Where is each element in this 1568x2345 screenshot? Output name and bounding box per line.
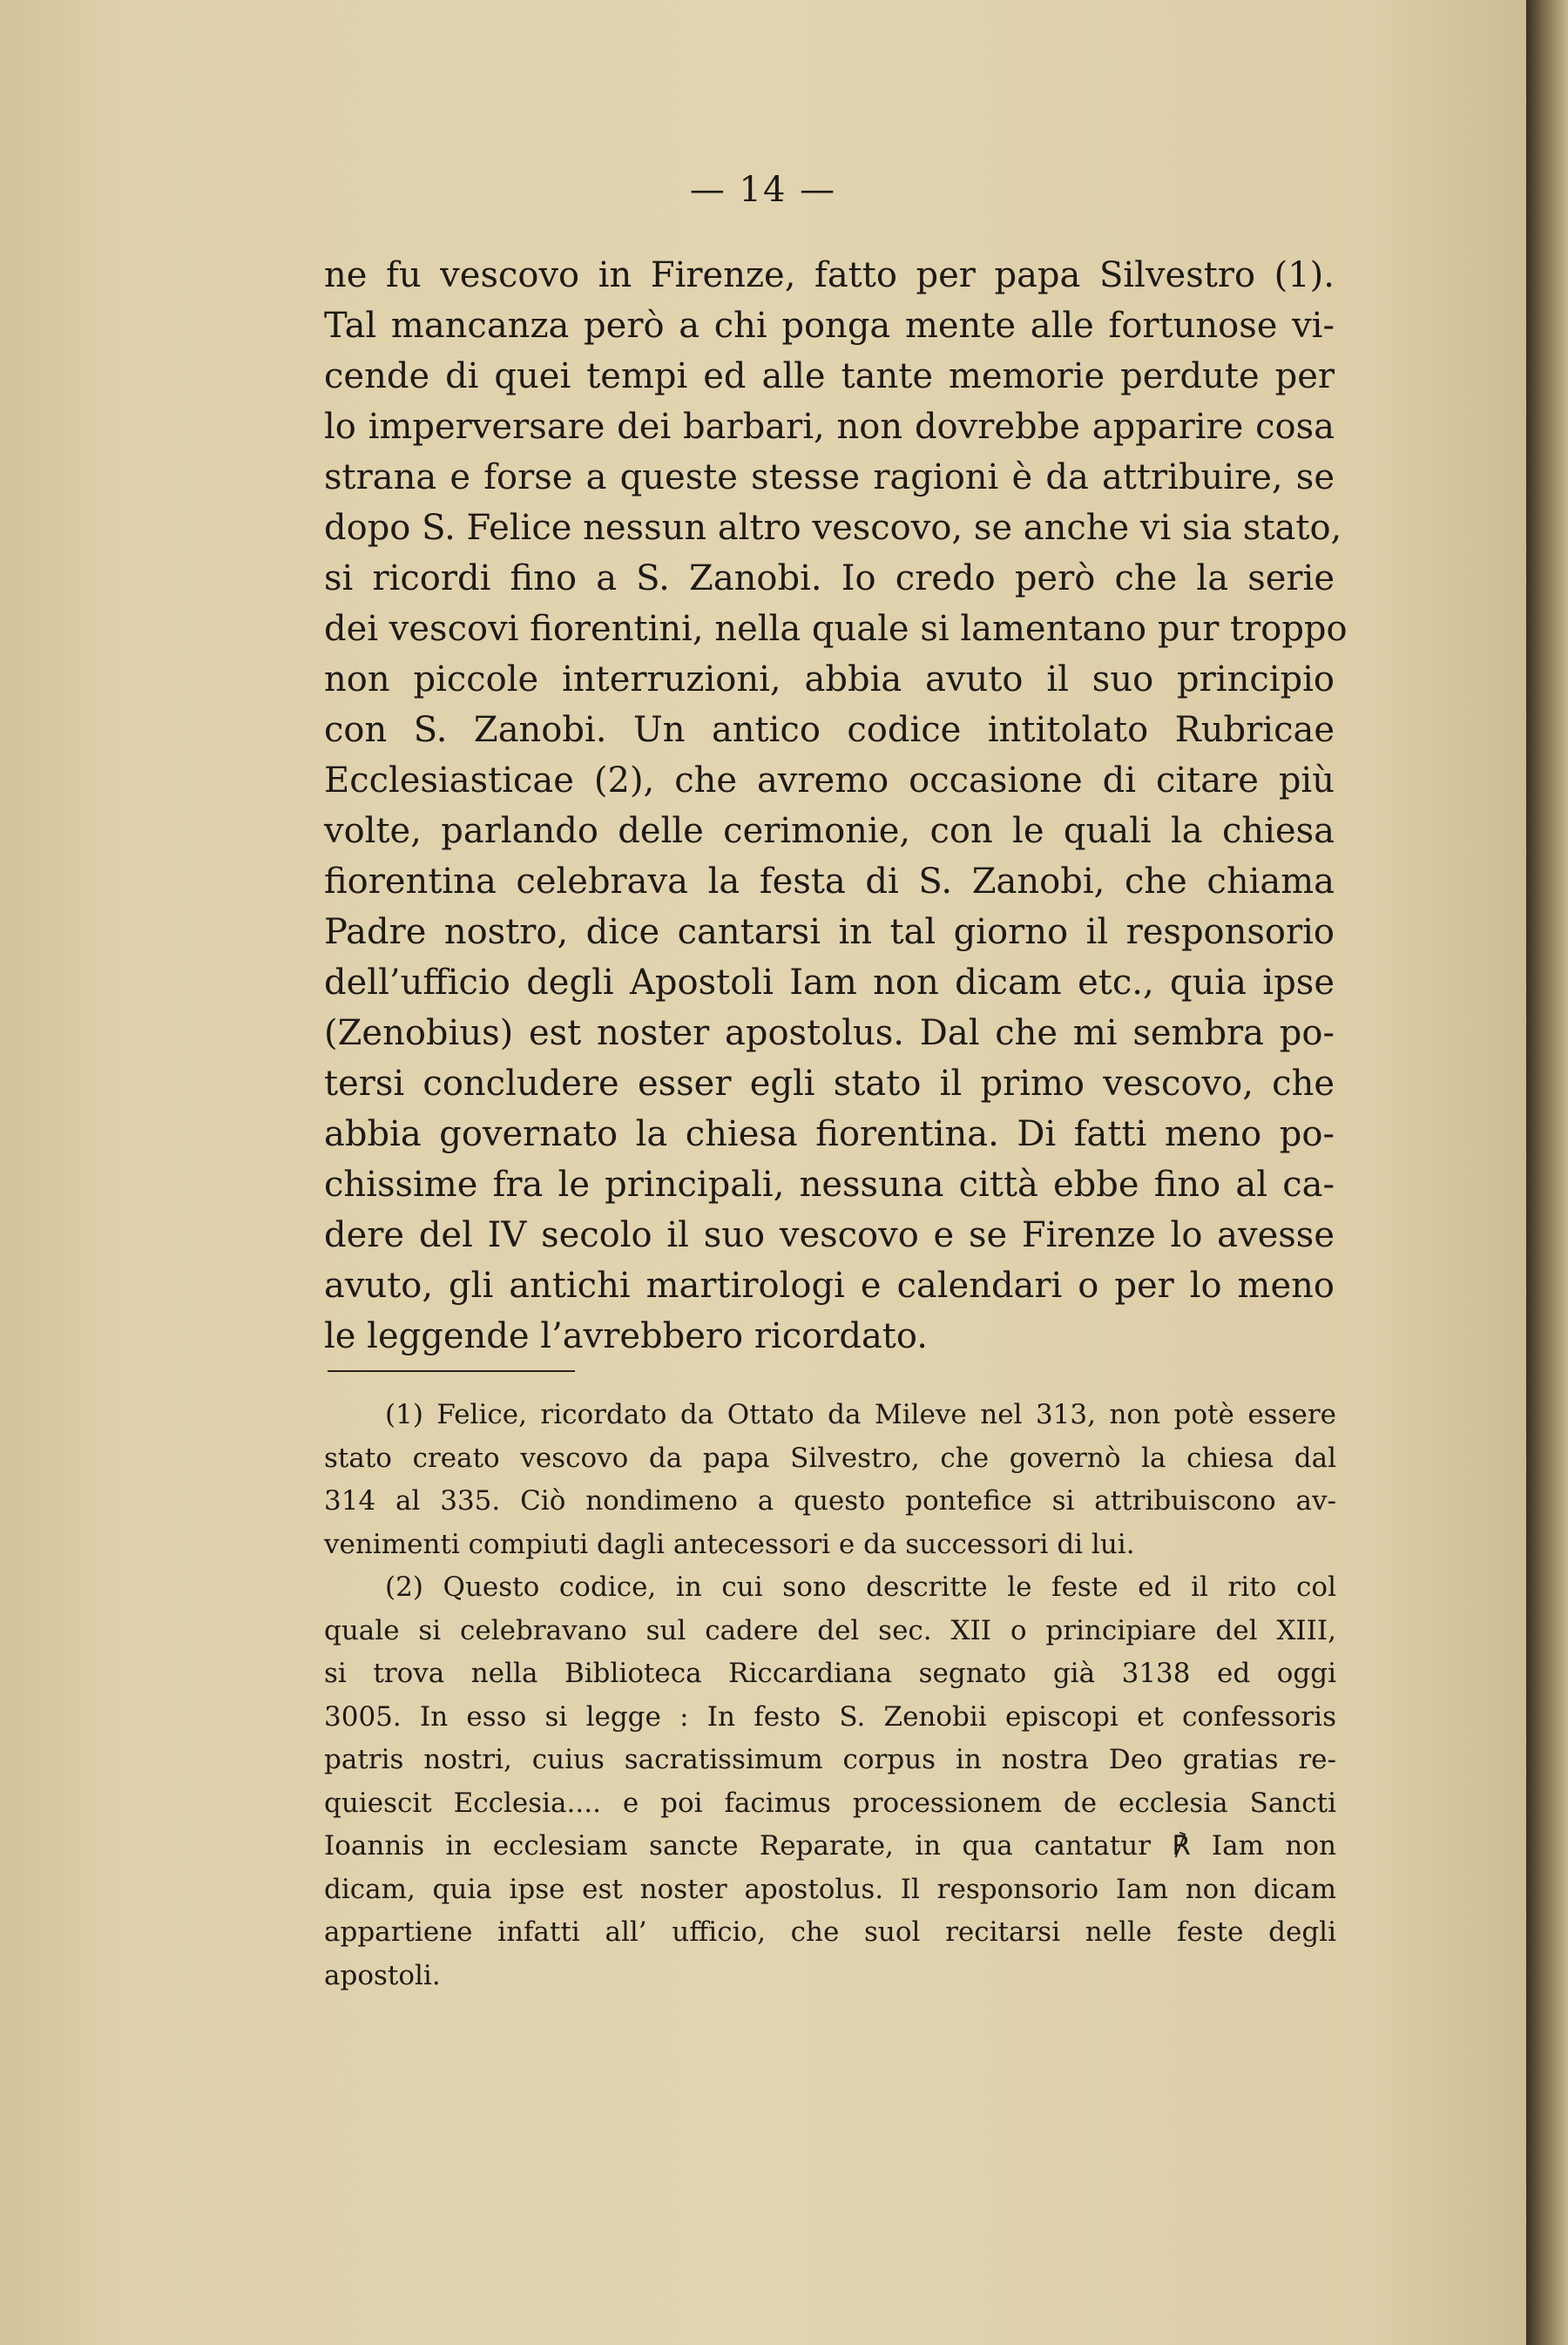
text-line: volte, parlando delle cerimonie, con le quali la chiesa	[324, 811, 1335, 851]
footnote-line: Ioannis in ecclesiam sancte Reparate, in qua cantatur ℟ Iam non	[324, 1830, 1336, 1862]
footnote-line: 3005. In esso si legge : In festo S. Zenobii episcopi et confessoris	[324, 1700, 1336, 1733]
text-line: le leggende l’avrebbero ricordato.	[324, 1316, 928, 1356]
footnote-line: apostoli.	[324, 1959, 441, 1991]
page-number: — 14 —	[689, 170, 837, 210]
text-line: fiorentina celebrava la festa di S. Zanobi, che chiama	[324, 862, 1335, 902]
footnote-line: stato creato vescovo da papa Silvestro, che governò la chiesa dal	[324, 1442, 1336, 1474]
page-edge	[1526, 0, 1568, 2345]
text-line: chissime fra le principali, nessuna città ebbe fino al ca-	[324, 1165, 1335, 1205]
text-line: non piccole interruzioni, abbia avuto il suo principio	[324, 659, 1335, 699]
footnote-line: venimenti compiuti dagli antecessori e da successori di lui.	[324, 1528, 1135, 1560]
footnote-line: 314 al 335. Ciò nondimeno a questo pontefice si attribuiscono av-	[324, 1485, 1336, 1517]
text-line: (Zenobius) est noster apostolus. Dal che mi sembra po-	[324, 1013, 1335, 1053]
text-line: Ecclesiasticae (2), che avremo occasione di citare più	[324, 760, 1335, 801]
text-line: Tal mancanza però a chi ponga mente alle fortunose vi-	[324, 306, 1335, 346]
footnote-line: appartiene infatti all’ ufficio, che suol recitarsi nelle feste degli	[324, 1916, 1336, 1948]
text-line: tersi concludere esser egli stato il primo vescovo, che	[324, 1064, 1335, 1104]
footnote-divider	[328, 1370, 575, 1372]
footnotes	[324, 1394, 1336, 1997]
text-line: dell’ufficio degli Apostoli Iam non dicam etc., quia ipse	[324, 963, 1335, 1003]
footnote-line: (2) Questo codice, in cui sono descritte le feste ed il rito col	[385, 1571, 1336, 1603]
text-line: abbia governato la chiesa fiorentina. Di fatti meno po-	[324, 1114, 1335, 1154]
text-line: dopo S. Felice nessun altro vescovo, se anche vi sia stato,	[324, 508, 1342, 548]
footnote-line: (1) Felice, ricordato da Ottato da Mileve nel 313, non potè essere	[385, 1399, 1336, 1430]
text-line: lo imperversare dei barbari, non dovrebbe apparire cosa	[324, 407, 1335, 447]
text-line: si ricordi fino a S. Zanobi. Io credo però che la serie	[324, 558, 1335, 598]
footnote-line: quale si celebravano sul cadere del sec. XII o principiare del XIII,	[324, 1614, 1336, 1646]
text-line: dei vescovi fiorentini, nella quale si lamentano pur troppo	[324, 609, 1348, 649]
footnote-line: dicam, quia ipse est noster apostolus. Il responsorio Iam non dicam	[324, 1873, 1336, 1905]
footnote-line: si trova nella Biblioteca Riccardiana segnato già 3138 ed oggi	[324, 1658, 1336, 1689]
main-text	[324, 250, 1348, 1362]
text-line: avuto, gli antichi martirologi e calendari o per lo meno	[324, 1266, 1335, 1306]
footnote-line: patris nostri, cuius sacratissimum corpus in nostra Deo gratias re-	[324, 1744, 1336, 1775]
footnote-line: quiescit Ecclesia.... e poi facimus processionem de ecclesia Sancti	[324, 1787, 1336, 1819]
text-line: strana e forse a queste stesse ragioni è da attribuire, se	[324, 457, 1335, 497]
text-line: con S. Zanobi. Un antico codice intitolato Rubricae	[324, 710, 1335, 750]
text-line: Padre nostro, dice cantarsi in tal giorno il responsorio	[324, 912, 1335, 952]
text-line: ne fu vescovo in Firenze, fatto per papa Silvestro (1).	[324, 255, 1335, 295]
text-line: cende di quei tempi ed alle tante memorie perdute per	[324, 356, 1335, 396]
text-line: dere del IV secolo il suo vescovo e se Firenze lo avesse	[324, 1215, 1335, 1255]
